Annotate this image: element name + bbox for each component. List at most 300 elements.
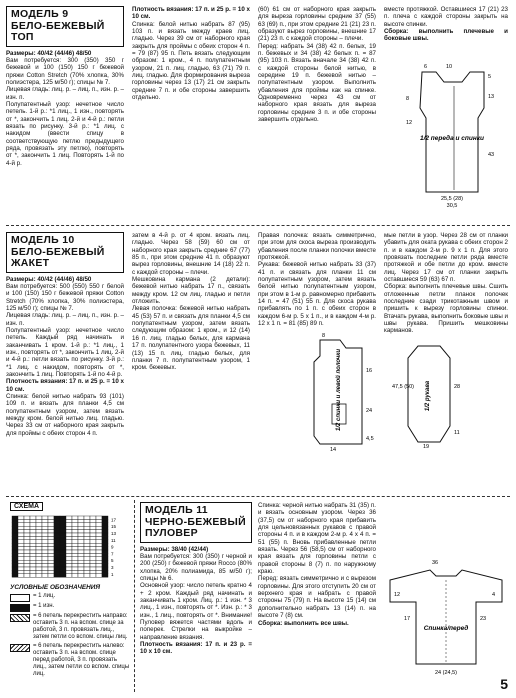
model10-sleeve-label: 1/2 рукава: [425, 380, 431, 412]
model11-schematic-label: Спинка/перед: [423, 625, 469, 632]
chart-cell: [102, 567, 108, 570]
chart-cell: [66, 543, 72, 546]
chart-cell: [12, 530, 18, 533]
chart-cell: [30, 547, 36, 550]
chart-cell: [102, 570, 108, 573]
chart-cell: [96, 553, 102, 556]
chart-cell: [72, 550, 78, 553]
chart-cell: [42, 547, 48, 550]
chart-cell: [54, 557, 60, 560]
chart-cell: [66, 574, 72, 577]
chart-row-number: 17: [111, 517, 117, 523]
model9-dim-6: 8: [406, 96, 410, 102]
chart-cell: [36, 523, 42, 526]
chart-cell: [78, 574, 84, 577]
legend-row-purl: [10, 603, 130, 611]
chart-cell: [60, 547, 66, 550]
chart-cell: [18, 564, 24, 567]
chart-cell: [84, 543, 90, 546]
chart-cell: [90, 530, 96, 533]
chart-cell: [48, 570, 54, 573]
chart-cell: [60, 574, 66, 577]
chart-cell: [60, 516, 66, 519]
chart-cell: [24, 523, 30, 526]
chart-cell: [24, 533, 30, 536]
model10-dim-a5: 14: [330, 447, 337, 452]
chart-cell: [90, 543, 96, 546]
chart-cell: [54, 567, 60, 570]
model9-gauge: Плотность вязания: 17 п. и 25 р. = 10 х 10 см.: [132, 6, 250, 21]
legend-row-cable-right: [10, 613, 130, 641]
chart-cell: [42, 540, 48, 543]
model10-sleeves: Рукава: бежевой нитью набрать 33 (37) 41 п. и связать для планки 11 см полупатентным узором, затем вязать белой нитью полупатентным узором, при этом в 1-м р. равномерно прибавить 14 п. = 47 (51) 55 п. Для скоса рукава прибавлять по 1 п. с обеих сторон в каждом 6-м р. 5 х 1 п., и в каждом 4-м р. 12 х 1 п. = 81 (85) 89 п.: [258, 261, 376, 328]
chart-cell: [66, 530, 72, 533]
chart-cell: [36, 570, 42, 573]
model10-stockinette: Лицевая гладь: лиц. р. – лиц. п., изн. р. – изн. п.: [6, 312, 124, 327]
model10-title-box: [6, 232, 124, 273]
model9-schematic: [392, 60, 508, 210]
model10-dim-a4: 4,5: [366, 436, 374, 442]
chart-cell: [72, 536, 78, 539]
model11-dim-5: 24 (24,5): [434, 670, 458, 676]
model9-dim-1: 6: [424, 64, 428, 70]
chart-cell: [30, 533, 36, 536]
chart-cell: [36, 526, 42, 529]
legend-title: УСЛОВНЫЕ ОБОЗНАЧЕНИЯ: [10, 584, 101, 591]
chart-cell: [18, 547, 24, 550]
chart-cell: [12, 564, 18, 567]
chart-cell: [60, 536, 66, 539]
chart-cell: [48, 543, 54, 546]
chart-cell: [24, 560, 30, 563]
chart-cell: [96, 574, 102, 577]
chart-cell: [36, 550, 42, 553]
chart-cell: [12, 547, 18, 550]
chart-cell: [48, 550, 54, 553]
model10-dim-b3: 47,5 (50): [392, 384, 415, 390]
chart-cell: [24, 567, 30, 570]
chart-cell: [60, 557, 66, 560]
chart-cell: [84, 516, 90, 519]
model11-col2: [258, 502, 376, 627]
chart-cell: [48, 530, 54, 533]
chart-cell: [60, 540, 66, 543]
model10-dim-b1: 28: [454, 384, 461, 390]
model9-dim-9: 30,5: [446, 203, 458, 209]
chart-row-number: 9: [111, 544, 114, 550]
chart-cell: [24, 530, 30, 533]
chart-cell: [102, 557, 108, 560]
chart-cell: [78, 533, 84, 536]
chart-cell: [54, 523, 60, 526]
chart-cell: [24, 519, 30, 522]
chart-cell: [24, 570, 30, 573]
chart-cell: [78, 564, 84, 567]
model10-pattern: Полупатентный узор: нечетное число петель. Каждый ряд начинать и заканчивать 1 кром. 1-й р.: *1 лиц., 1 изн., повторять от *, закончить 1 лиц. 2-й и 4-й р.: петли вязать по рисунку. 3-й р.: *1 лиц. с накидом, повторять от *, закончить 1 лиц. Повторять 1-й по 4-й р.: [6, 326, 124, 378]
chart-cell: [12, 543, 18, 546]
chart-cell: [66, 523, 72, 526]
chart-cell: [30, 550, 36, 553]
chart-cell: [90, 560, 96, 563]
chart-cell: [90, 570, 96, 573]
model11-dim-1: 36: [432, 560, 439, 566]
chart-cell: [66, 557, 72, 560]
model11-dim-2: 23: [480, 616, 487, 622]
chart-cell: [84, 519, 90, 522]
model9-stockinette: Лицевая гладь: лиц. р. – лиц. п., изн. р. – изн. п.: [6, 86, 124, 101]
cable-right-symbol-icon: [10, 614, 30, 622]
chart-cell: [78, 523, 84, 526]
chart-cell: [18, 553, 24, 556]
chart-cell: [12, 570, 18, 573]
model11-assembly: Сборка: выполнить все швы.: [258, 619, 349, 627]
chart-cell: [102, 550, 108, 553]
chart-cell: [60, 519, 66, 522]
chart-cell: [54, 553, 60, 556]
chart-cell: [30, 536, 36, 539]
chart-cell: [66, 560, 72, 563]
chart-cell: [36, 574, 42, 577]
chart-cell: [66, 516, 72, 519]
model11-dim-3: 4: [492, 592, 496, 598]
chart-cell: [66, 547, 72, 550]
model9-col1: [6, 6, 124, 167]
model10-materials: Вам потребуется: 500 (550) 550 г белой и 100 (150) 150 г бежевой пряжи Cotton Stretch (70% хлопка, 30% полиэстера, 125 м/50 г); спицы № 7.: [6, 282, 124, 312]
chart-cell: [30, 530, 36, 533]
chart-cell: [72, 570, 78, 573]
chart-cell: [72, 530, 78, 533]
chart-cell: [54, 547, 60, 550]
model10-dim-a3: 24: [366, 408, 373, 414]
chart-cell: [48, 557, 54, 560]
chart-cell: [24, 564, 30, 567]
chart-cell: [18, 540, 24, 543]
chart-cell: [84, 570, 90, 573]
chart-cell: [42, 567, 48, 570]
chart-cell: [72, 533, 78, 536]
chart-cell: [84, 550, 90, 553]
chart-cell: [78, 560, 84, 563]
chart-cell: [96, 540, 102, 543]
chart-cell: [96, 526, 102, 529]
chart-cell: [90, 519, 96, 522]
model10-sleeve-schematic: [388, 338, 472, 448]
chart-cell: [72, 543, 78, 546]
chart-cell: [12, 516, 18, 519]
chart-row-number: 5: [111, 558, 114, 564]
purl-symbol-icon: [10, 604, 30, 612]
model9-assembly: Сборка: выполнить плечевые и боковые швы.: [384, 28, 508, 43]
model11-materials: Вам потребуется: 300 (350) г черной и 200 (250) г бежевой пряжи Rocco (80% хлопка, 20% полиамида, 85 м/50 г); спицы № 6.: [140, 552, 252, 582]
model9-title: МОДЕЛЬ 9: [11, 8, 69, 20]
chart-cell: [96, 567, 102, 570]
chart-cell: [90, 567, 96, 570]
chart-cell: [42, 523, 48, 526]
chart-cell: [24, 536, 30, 539]
chart-cell: [30, 540, 36, 543]
model10-sleeve-cap: мые петли в узор. Через 28 см от планки убавить для оката рукава с обеих сторон 2 п. и в каждом 2-м р. 9 х 1 п. Для этого провязать последние петли ряда вместе протяжкой и обе петли до кром. вместе лиц. Через 17 см от планки закрыть оставшиеся 59 (63) 67 п.: [384, 232, 508, 284]
knitting-chart: [10, 514, 128, 580]
chart-cell: [12, 560, 18, 563]
chart-cell: [102, 530, 108, 533]
model9-neckline: (60) 61 см от наборного края закрыть для выреза горловины средние 37 (55) 63 (69) п., при этом средние 21 (21) 23 п. образуют вырез горловины, внешние 17 (21) 23 п. с каждой стороны – плечи.: [258, 6, 376, 43]
model10-col1: [6, 232, 124, 437]
chart-cell: [54, 540, 60, 543]
chart-cell: [54, 516, 60, 519]
knit-symbol-icon: [10, 594, 30, 602]
chart-cell: [66, 564, 72, 567]
chart-cell: [84, 567, 90, 570]
model10-dim-b4: 19: [423, 444, 430, 448]
chart-cell: [96, 550, 102, 553]
chart-cell: [102, 564, 108, 567]
chart-cell: [24, 557, 30, 560]
chart-cell: [18, 526, 24, 529]
separator-2: [6, 496, 510, 497]
chart-cell: [72, 547, 78, 550]
chart-cell: [42, 533, 48, 536]
chart-cell: [12, 519, 18, 522]
chart-cell: [36, 547, 42, 550]
chart-cell: [30, 564, 36, 567]
chart-cell: [48, 536, 54, 539]
chart-cell: [54, 564, 60, 567]
chart-cell: [102, 526, 108, 529]
chart-cell: [72, 519, 78, 522]
chart-cell: [60, 560, 66, 563]
chart-cell: [78, 516, 84, 519]
chart-cell: [24, 574, 30, 577]
chart-cell: [72, 560, 78, 563]
chart-cell: [30, 516, 36, 519]
chart-cell: [18, 516, 24, 519]
chart-cell: [12, 567, 18, 570]
chart-cell: [12, 526, 18, 529]
chart-cell: [18, 523, 24, 526]
chart-cell: [48, 523, 54, 526]
chart-cell: [48, 553, 54, 556]
chart-cell: [78, 530, 84, 533]
chart-cell: [48, 533, 54, 536]
chart-cell: [42, 543, 48, 546]
chart-cell: [12, 523, 18, 526]
chart-cell: [36, 564, 42, 567]
chart-cell: [18, 530, 24, 533]
model11-subtitle: ЧЕРНО-БЕЖЕВЫЙ ПУЛОВЕР: [145, 515, 246, 539]
model11-sizes: Размеры: 38/40 (42/44): [140, 545, 209, 553]
chart-cell: [66, 567, 72, 570]
model9-sizes: Размеры: 40/42 (44/46) 48/50: [6, 49, 92, 57]
model9-dim-8: 25,5 (28): [440, 196, 464, 202]
chart-cell: [102, 560, 108, 563]
model9-front: Перед: набрать 34 (38) 42 п. белых, 19 п. бежевых и 34 (38) 42 белых п. = 87 (95) 103 п. Вязать вначале 34 (38) 42 п. с каждой стороны белой нитью, в середине 19 п. бежевой нитью – полупатентным узором. Выполнить убавления для проймы как на спинке. Одновременно через 43 см от наборного края вязать для выреза горловины средние 3 п. и обе стороны завершить отдельно.: [258, 42, 376, 124]
model10-dim-a2: 16: [366, 368, 373, 374]
chart-cell: [72, 557, 78, 560]
chart-cell: [102, 553, 108, 556]
chart-cell: [48, 560, 54, 563]
chart-cell: [48, 526, 54, 529]
chart-cell: [90, 557, 96, 560]
model11-col1: [140, 502, 252, 656]
chart-cell: [72, 526, 78, 529]
chart-cell: [84, 557, 90, 560]
chart-cell: [12, 553, 18, 556]
chart-cell: [30, 570, 36, 573]
chart-cell: [66, 519, 72, 522]
model9-dim-4: 13: [488, 94, 495, 100]
chart-cell: [90, 526, 96, 529]
chart-cell: [54, 543, 60, 546]
chart-cell: [90, 516, 96, 519]
chart-cell: [84, 547, 90, 550]
chart-cell: [84, 540, 90, 543]
chart-cell: [102, 547, 108, 550]
chart-row-number: 1: [111, 571, 114, 577]
chart-cell: [66, 536, 72, 539]
chart-cell: [96, 557, 102, 560]
chart-cell: [60, 526, 66, 529]
model9-materials: Вам потребуется: 300 (350) 350 г бежевой и 100 (150) 150 г бежевой пряжи Cotton Stretch (70% хлопка, 30% полиэстера, 125 м/50 г); спицы № 7.: [6, 56, 124, 86]
model10-body-label: 1/2 спинки и левой полочки: [336, 348, 342, 432]
model11-gauge: Плотность вязания: 17 п. и 23 р. = 10 х 10 см.: [140, 640, 252, 656]
chart-cell: [66, 550, 72, 553]
model11-schematic: [382, 540, 510, 680]
chart-cell: [24, 540, 30, 543]
chart-cell: [96, 547, 102, 550]
chart-cell: [42, 564, 48, 567]
chart-cell: [72, 564, 78, 567]
chart-cell: [36, 560, 42, 563]
chart-cell: [72, 567, 78, 570]
chart-cell: [60, 567, 66, 570]
model10-right-front: Правая полочка: вязать симметрично, при этом для скоса выреза производить убавления после планки полочки вместе протяжкой.: [258, 232, 376, 262]
chart-cell: [24, 543, 30, 546]
chart-cell: [66, 533, 72, 536]
model10-gauge: Плотность вязания: 17 п. и 25 р. = 10 х 10 см.: [6, 378, 124, 393]
model9-col3: [258, 6, 376, 124]
chart-cell: [18, 560, 24, 563]
chart-cell: [60, 553, 66, 556]
chart-cell: [30, 519, 36, 522]
chart-cell: [84, 536, 90, 539]
chart-cell: [54, 519, 60, 522]
chart-cell: [96, 516, 102, 519]
chart-cell: [102, 536, 108, 539]
chart-cell: [36, 543, 42, 546]
chart-cell: [60, 533, 66, 536]
legend-cable-left-text: = 6 петель перекрестить налево: оставить 3 п. на вспом. спице перед работой, 3 п. провязать лиц., затем петли со вспом. спицы лиц.: [33, 643, 130, 677]
chart-cell: [18, 550, 24, 553]
chart-cell: [84, 560, 90, 563]
chart-cell: [72, 540, 78, 543]
chart-cell: [90, 536, 96, 539]
chart-cell: [84, 553, 90, 556]
chart-cell: [90, 540, 96, 543]
chart-cell: [102, 540, 108, 543]
chart-cell: [54, 560, 60, 563]
chart-cell: [102, 519, 108, 522]
chart-cell: [36, 519, 42, 522]
chart-cell: [78, 567, 84, 570]
chart-cell: [102, 533, 108, 536]
chart-cell: [42, 536, 48, 539]
chart-cell: [90, 533, 96, 536]
model9-dim-2: 10: [446, 64, 453, 70]
chart-cell: [48, 516, 54, 519]
chart-cell: [30, 567, 36, 570]
chart-cell: [36, 567, 42, 570]
chart-cell: [96, 560, 102, 563]
chart-row-number: 3: [111, 565, 114, 570]
chart-cell: [42, 526, 48, 529]
chart-cell: [12, 574, 18, 577]
legend: [10, 593, 130, 680]
chart-cell: [72, 516, 78, 519]
model9-col2: [132, 6, 250, 101]
chart-cell: [18, 543, 24, 546]
chart-cell: [60, 543, 66, 546]
chart-cell: [24, 553, 30, 556]
model10-pocket: Мешковина кармана (2 детали): бежевой нитью набрать 17 п., связать между кром. 12 см лиц. гладью и петли отложить.: [132, 276, 250, 306]
model10-sizes: Размеры: 40/42 (44/46) 48/50: [6, 275, 92, 283]
chart-cell: [18, 533, 24, 536]
chart-cell: [96, 536, 102, 539]
chart-cell: [84, 530, 90, 533]
chart-cell: [72, 523, 78, 526]
chart-cell: [78, 543, 84, 546]
legend-knit-text: = 1 лиц.: [33, 593, 56, 599]
chart-cell: [90, 553, 96, 556]
chart-cell: [24, 526, 30, 529]
model10-col3: [258, 232, 376, 327]
model10-left-front: Левая полочка: бежевой нитью набрать 45 (53) 57 п. и связать для планки 4,5 см полупатентным узором, затем вязать следующим образом: 1 кром., и 12 (14) 16 п. лиц. гладью белых, для кармана 17 п. полупатентного узора бежевых, 11 (13) 15 п. лиц. гладью белых, для планки 7 п. полупатентным узором, 1 кром. бежевых.: [132, 305, 250, 372]
chart-cell: [102, 543, 108, 546]
chart-cell: [30, 574, 36, 577]
model11-dim-6: 17: [404, 616, 411, 622]
chart-cell: [90, 550, 96, 553]
chart-cell: [90, 523, 96, 526]
chart-cell: [30, 526, 36, 529]
chart-cell: [42, 560, 48, 563]
model10-dim-b2: 11: [454, 430, 460, 436]
legend-row-knit: [10, 593, 130, 601]
model10-assembly: Сборка: выполнить плечевые швы. Сшить отложенные петли планок полочек последние сзади трикотажным швом и пришить к вырезу горловины спинки. Втачать рукава, выполнить боковые швы и швы рукава. Пришить мешковины карманов.: [384, 283, 508, 335]
separator-1: [6, 225, 510, 226]
model10-col2: [132, 232, 250, 372]
chart-cell: [24, 516, 30, 519]
chart-cell: [102, 516, 108, 519]
chart-cell: [18, 570, 24, 573]
model10-title: МОДЕЛЬ 10: [11, 234, 75, 246]
chart-cell: [30, 560, 36, 563]
chart-cell: [42, 553, 48, 556]
chart-cell: [18, 567, 24, 570]
chart-cell: [48, 564, 54, 567]
chart-cell: [36, 536, 42, 539]
chart-cell: [96, 530, 102, 533]
model10-subtitle: БЕЛО-БЕЖЕВЫЙ ЖАКЕТ: [11, 245, 105, 269]
model9-title-box: [6, 6, 124, 47]
chart-cell: [90, 564, 96, 567]
chart-cell: [36, 530, 42, 533]
chart-cell: [90, 574, 96, 577]
model9-subtitle: БЕЛО-БЕЖЕВЫЙ ТОП: [11, 19, 105, 43]
chart-cell: [12, 540, 18, 543]
page-number: 5: [500, 676, 508, 692]
model11-title: МОДЕЛЬ 11: [145, 504, 208, 516]
chart-row-number: 7: [111, 551, 114, 557]
chart-cell: [78, 540, 84, 543]
